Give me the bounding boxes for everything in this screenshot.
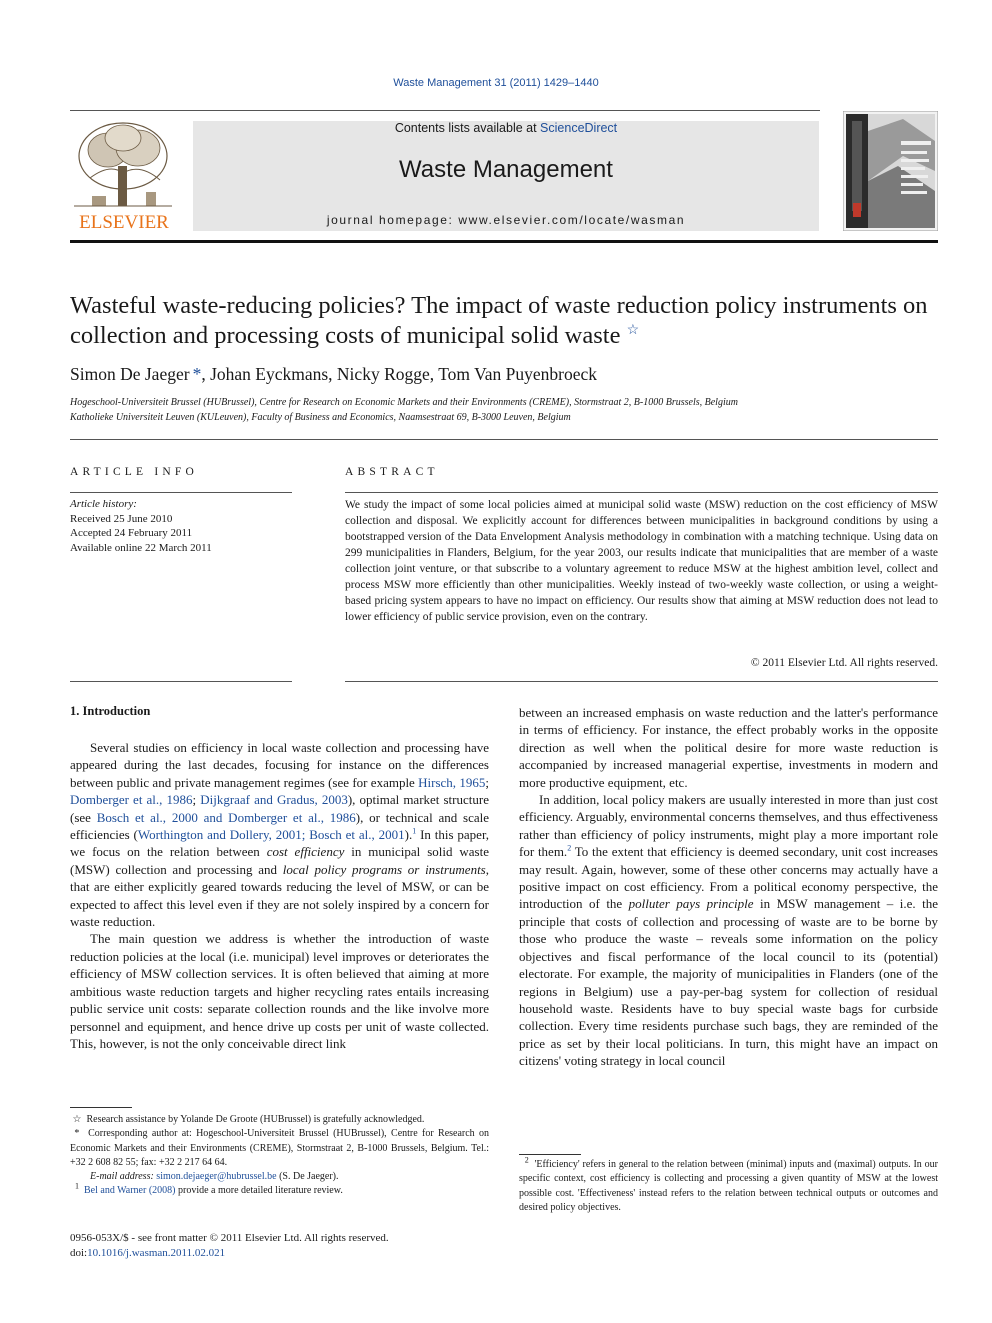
author-name: Tom Van Puyenbroeck: [438, 364, 598, 384]
publisher-wordmark: ELSEVIER: [79, 212, 169, 232]
journal-title: Waste Management: [399, 156, 613, 183]
article-title-text: Wasteful waste-reducing policies? The impact of waste reduction policy instruments on collection and processing costs of municipal solid waste: [70, 292, 928, 349]
footnote-marker[interactable]: 1: [412, 826, 417, 836]
affiliation-2: Katholieke Universiteit Leuven (KULeuven), Faculty of Business and Economics, Naamsestraat 69, B-3000 Leuven, Belgium: [70, 412, 571, 423]
abstract-body: We study the impact of some local policies aimed at municipal solid waste (MSW) reduction on the cost efficiency of MSW collection and disposal. We explicitly account for differences between municipalities in background conditions by using a bootstrapped version of the Data Envelopment Analysis methodology in combination with a matching technique. Using data on 299 municipalities in Flanders, Belgium, for the year 2003, our results indicate that municipalities that are member of a waste collection joint venture, or that subscribe to a voluntary agreement to reduce MSW at the highest ambition level, collect and process MSW more efficiently than other municipalities. Weekly instead of two-weekly waste collection, or using a weight-based pricing system appears to have no impact on efficiency. Our results show that aiming at MSW reduction does not lead to lower efficiency of public service provision, even on the contrary.: [345, 499, 938, 623]
contents-line: [193, 121, 819, 135]
abstract-rule-bottom: [345, 681, 938, 682]
paragraph-text: , that are either explicitly geared towards reducing the level of MSW, or can be expected to affect this level even if they are not solely inspired by a concern for waste reduction.: [70, 861, 489, 930]
abstract-rule-top: [345, 492, 938, 493]
affiliation-1: Hogeschool-Universiteit Brussel (HUBrussel), Centre for Research on Economic Markets and their Environments (CREME), Stormstraat 2, B-1000 Brussels, Belgium: [70, 397, 738, 408]
paragraph-text: ), or technical and scale efficiencies (: [70, 809, 490, 843]
article-info-rule-bottom: [70, 681, 292, 682]
abstract-heading: ABSTRACT: [345, 466, 439, 478]
article-info-heading: ARTICLE INFO: [70, 466, 198, 478]
online-date: Available online 22 March 2011: [70, 541, 212, 554]
emphasis-text: local policy programs or instruments: [282, 861, 486, 877]
paragraph-text: in MSW management – i.e. the principle that costs of collection and processing of waste are to be borne by those who produce the waste – reveals some information on the policy objectives and fiscal performance of the local council to its (potential) electorate. For example, the majority of municipalities in Flanders (one of the regions in Belgium) use a pay-per-bag system for collection of residual household waste. Residents have to buy special waste bags for curbside collection. Every time residents purchase such bags, they are reminded of the price as set by their local politicians. In turn, this might have an impact on citizens' voting strategy in local council: [519, 896, 938, 1069]
footnote-rule-left: [70, 1107, 132, 1108]
citation-link[interactable]: Dijkgraaf and Gradus, 2003: [200, 792, 348, 808]
accepted-date: Accepted 24 February 2011: [70, 527, 193, 539]
author-separator: ,: [201, 364, 211, 384]
abstract-copyright: © 2011 Elsevier Ltd. All rights reserved.: [750, 657, 938, 669]
intro-paragraph-3: [519, 791, 938, 1070]
footnote-2-text: 'Efficiency' refers in general to the relation between (minimal) inputs and (maximal) outputs. In our specific context, cost efficiency is collecting and processing a given quantity of MSW at the lowest possible cost. 'Effectiveness' instead refers to the relation between technical outputs or outcomes and desired policy objectives.: [519, 1159, 939, 1213]
header-rule: [70, 110, 820, 111]
footnote-2-mark: 2: [524, 1155, 529, 1165]
issn-line: 0956-053X/$ - see front matter © 2011 Elsevier Ltd. All rights reserved.: [70, 1232, 389, 1244]
email-suffix: (S. De Jaeger).: [276, 1171, 339, 1183]
paragraph-text: In this paper, we focus on the relation between: [70, 827, 490, 860]
citation-link[interactable]: Worthington and Dollery, 2001; Bosch et al., 2001: [137, 827, 405, 843]
author-list: [70, 364, 597, 385]
paragraph-text: Several studies on efficiency in local waste collection and processing have appeared during the last decades, focusing for instance on the differences between public and private management regimes (see for example: [70, 740, 489, 790]
emphasis-text: polluter pays principle: [628, 896, 754, 912]
title-block-rule: [70, 439, 938, 440]
received-date: Received 25 June 2010: [70, 512, 173, 525]
intro-paragraph-2-cont: between an increased emphasis on waste reduction and the latter's performance in terms of efficiency. For instance, the effect probably works in the opposite direction as well when the political desire for more waste reduction is accompanied by increased managerial expertise, investments in modern and more productive equipment, etc.: [519, 705, 938, 790]
intro-paragraph-1: [70, 739, 489, 930]
emphasis-text: cost efficiency: [266, 844, 345, 860]
doi-link[interactable]: 10.1016/j.wasman.2011.02.021: [87, 1246, 226, 1259]
footnote-1-mark: 1: [75, 1182, 79, 1192]
doi-line: [70, 1246, 389, 1261]
footnote-email: [70, 1170, 489, 1184]
homepage-url[interactable]: www.elsevier.com/locate/wasman: [458, 213, 686, 227]
intro-paragraph-2: The main question we address is whether the introduction of waste reduction policies at the local (i.e. municipal) level improves or deteriorates the efficiency of MSW collection services. It is often believed that aiming at more ambitious waste reduction targets and higher recycling rates entails increasing public service unit costs: separate collection rounds and the like involve more personnel and equipment, and hence drive up costs per unit of waste collected. This, however, is not the only conceivable direct link: [70, 931, 489, 1051]
paragraph-text: in municipal solid waste (MSW) collection and processing and: [70, 844, 489, 877]
footnote-1-citation-link[interactable]: Bel and Warner (2008): [84, 1185, 176, 1197]
article-history: [70, 497, 292, 555]
journal-cover-thumbnail[interactable]: [843, 111, 938, 231]
history-label: Article history:: [70, 498, 137, 510]
author-name: Simon De Jaeger: [70, 364, 190, 384]
footnote-2: [519, 1155, 939, 1215]
elsevier-logo[interactable]: [70, 118, 178, 232]
paragraph-text: In addition, local policy makers are usually interested in more than just cost efficiency. Arguably, environmental concerns themselves, and thus effectiveness rather than efficiency of policy instruments, might play a more important role for them.: [519, 792, 938, 860]
footnote-1-text: provide a more detailed literature review.: [175, 1185, 343, 1197]
citation-link[interactable]: Domberger et al., 1986: [70, 792, 193, 808]
author-name: Nicky Rogge: [336, 364, 430, 384]
contents-prefix: Contents lists available at: [394, 121, 541, 135]
article-title: [70, 291, 930, 351]
footnotes-right: [519, 1155, 939, 1215]
journal-citation[interactable]: [0, 77, 992, 89]
paragraph-text: To the extent that efficiency is deemed secondary, unit cost increases may result. Again, however, some of these other concerns may actually have a positive impact on cost efficiency. From a political economy perspective, the introduction of the: [519, 844, 938, 912]
citation-link[interactable]: Bosch et al., 2000 and Domberger et al., 1986: [96, 809, 356, 825]
section-heading-introduction: 1. Introduction: [70, 704, 151, 718]
journal-homepage[interactable]: [193, 213, 819, 227]
footnote-marker[interactable]: 2: [567, 843, 572, 853]
article-info-rule-top: [70, 492, 292, 493]
paragraph-text: ;: [485, 774, 489, 790]
footnote-corr-text: Corresponding author at: Hogeschool-Universiteit Brussel (HUBrussel), Centre for Research on Economic Markets and their Environments (CREME), Stormstraat 2, B-1000 Brussels, Belgium. Tel.: +32 2 608 82 55; fax: +32 2 217 64 64.: [70, 1128, 490, 1168]
journal-cover-image: [843, 111, 938, 231]
sciencedirect-link[interactable]: ScienceDirect: [540, 121, 618, 135]
author-separator: ,: [328, 364, 337, 384]
doi-label: doi:: [70, 1246, 88, 1259]
author-name: Johan Eyckmans: [210, 364, 329, 384]
author-email-link[interactable]: simon.dejaeger@hubrussel.be: [156, 1171, 277, 1183]
paragraph-text: ;: [192, 792, 201, 808]
elsevier-tree-icon: [70, 118, 178, 232]
citation-link[interactable]: Hirsch, 1965: [418, 774, 486, 790]
homepage-prefix: journal homepage:: [326, 213, 459, 227]
footnote-1: [70, 1184, 489, 1198]
footnote-star: [70, 1113, 489, 1127]
paragraph-text: ), optimal market structure (see: [70, 792, 489, 825]
paragraph-text: ).: [404, 827, 413, 843]
citation-link[interactable]: Waste Management 31 (2011) 1429–1440: [393, 77, 599, 89]
issn-block: [70, 1231, 389, 1260]
corresponding-author-marker[interactable]: *: [192, 364, 202, 384]
footnote-corr-mark: *: [74, 1128, 80, 1140]
footnote-corresponding: [70, 1127, 489, 1170]
footnotes-left: [70, 1113, 489, 1199]
masthead-thick-rule: [70, 240, 938, 243]
body-column-left: [70, 739, 489, 1052]
body-column-right: [519, 704, 938, 1070]
footnote-star-text: Research assistance by Yolande De Groote (HUBrussel) is gratefully acknowledged.: [86, 1114, 425, 1125]
author-separator: ,: [429, 364, 439, 384]
title-footnote-marker[interactable]: ☆: [626, 322, 640, 338]
email-label: E-mail address:: [90, 1171, 157, 1183]
footnote-star-mark: ☆: [72, 1114, 82, 1125]
